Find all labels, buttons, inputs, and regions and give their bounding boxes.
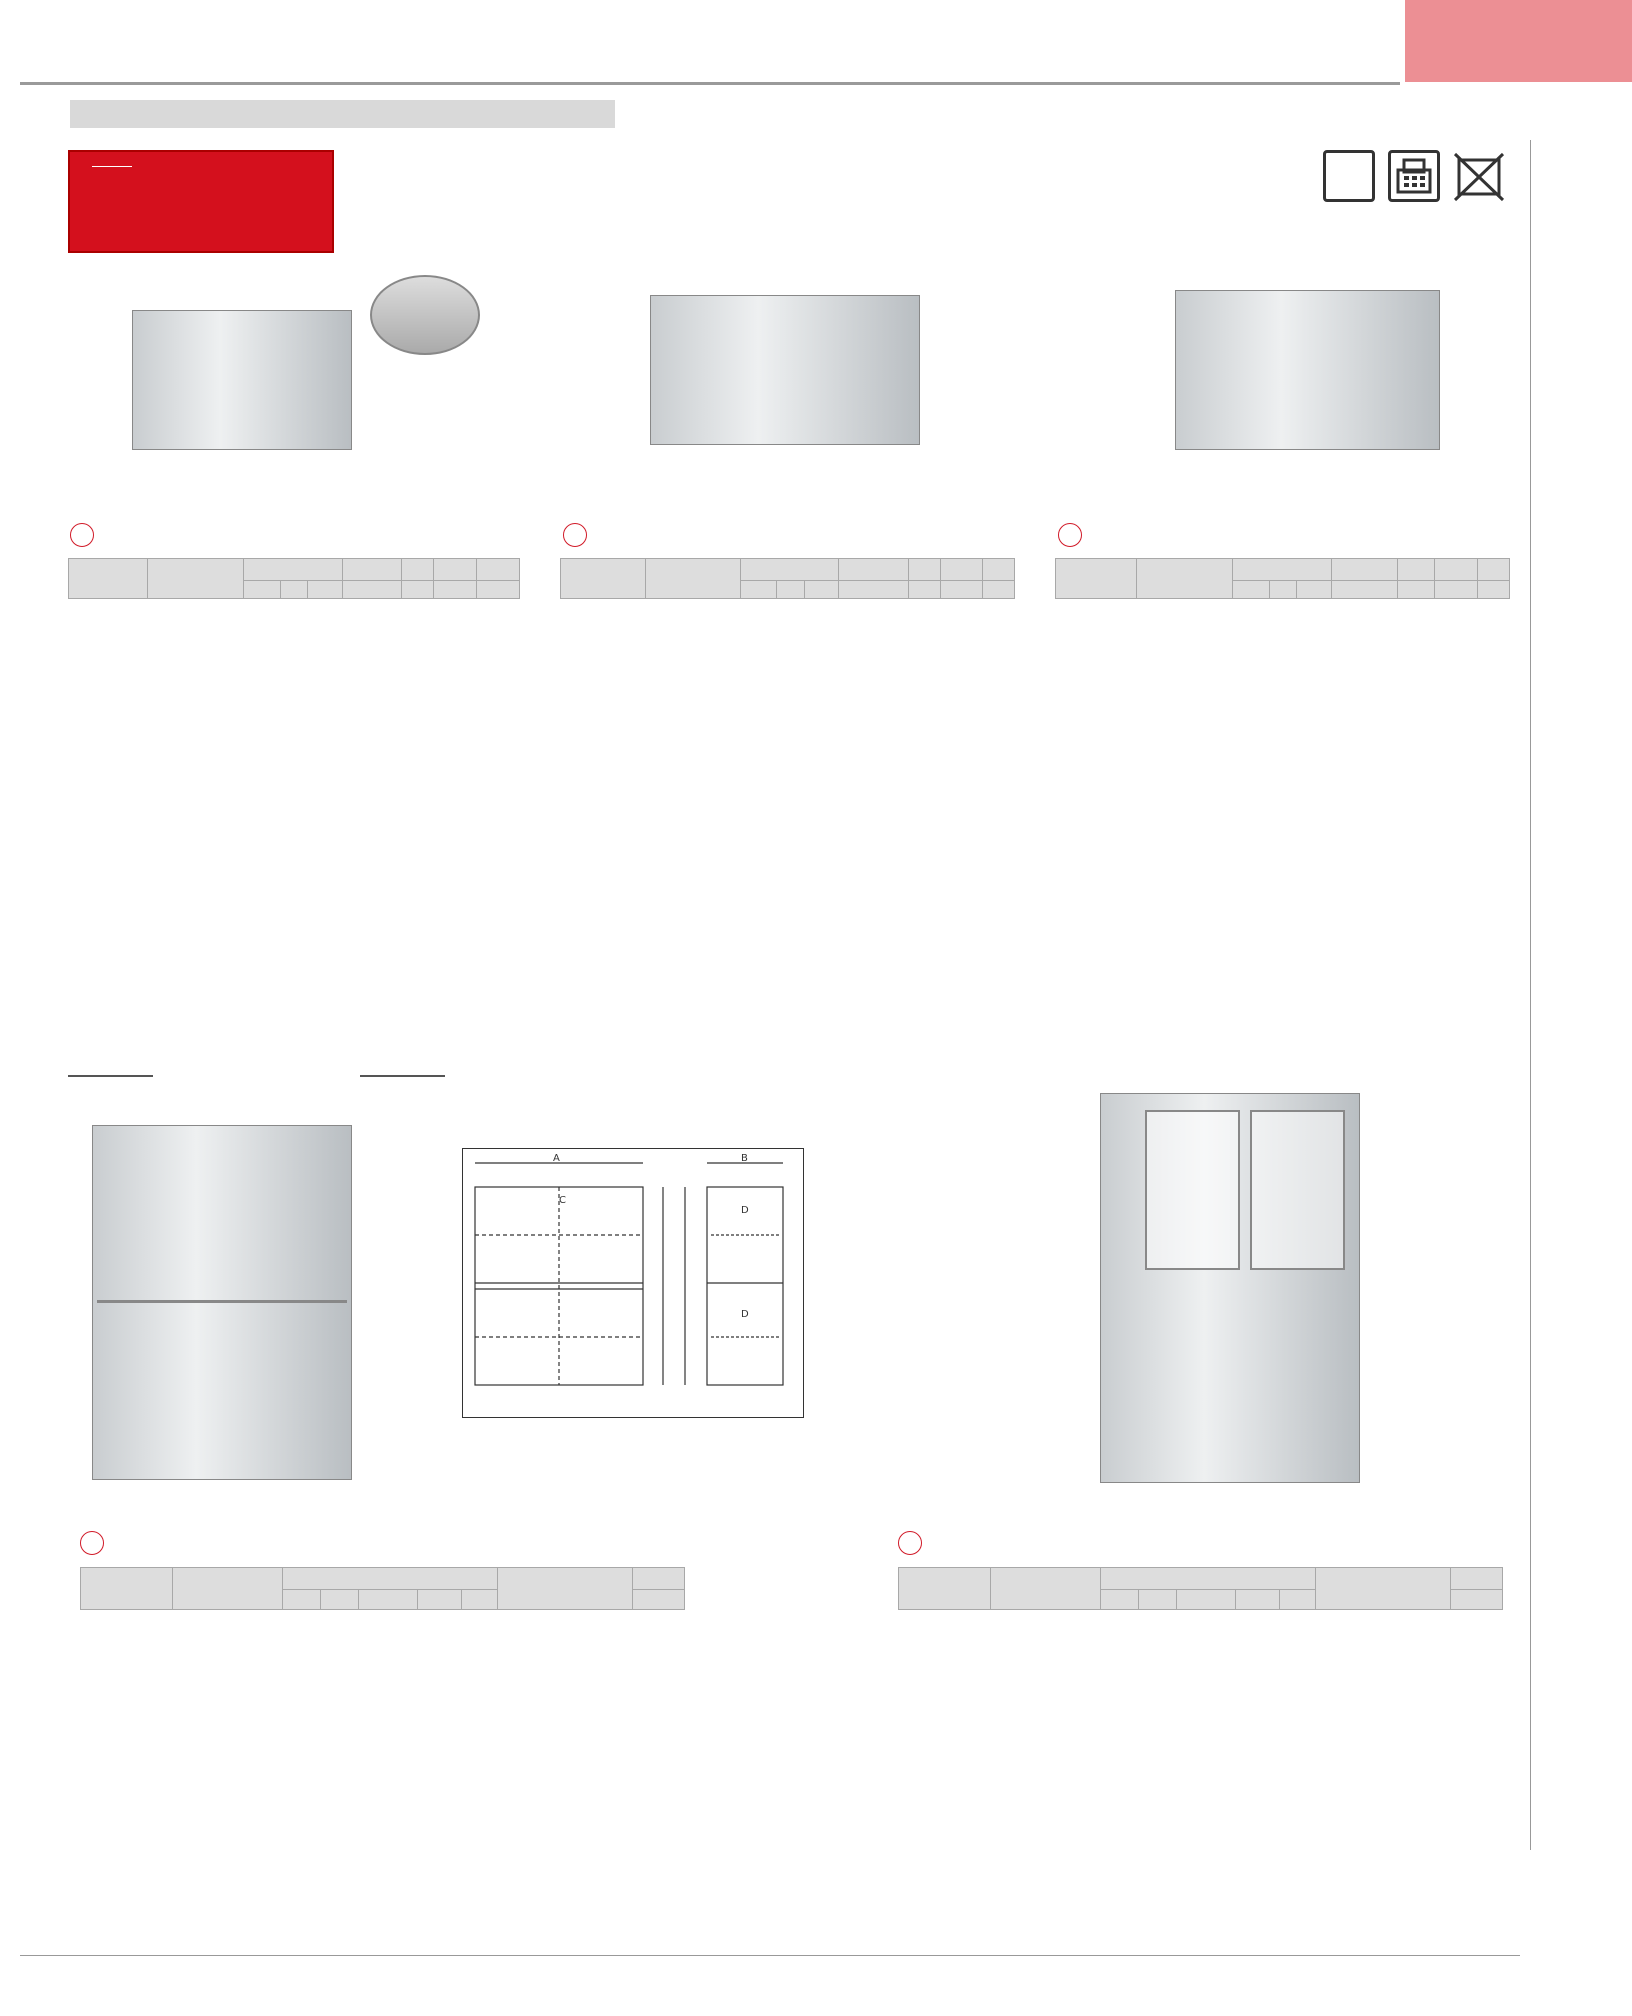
col-d (1280, 1590, 1316, 1610)
cabinet-split-line (97, 1300, 347, 1303)
col-depth (777, 581, 805, 599)
col-height (1176, 1590, 1236, 1610)
col-b (320, 1590, 358, 1610)
col-kg (477, 581, 520, 599)
table3-number (1058, 523, 1082, 547)
col-size (838, 581, 908, 599)
col-code (645, 559, 740, 599)
table1-number (70, 523, 94, 547)
col-dims (741, 559, 839, 581)
col-count (1397, 581, 1434, 599)
col-kg (1477, 581, 1509, 599)
header-rule (20, 82, 1400, 85)
table1-title (70, 522, 97, 547)
col-sunoko (402, 559, 434, 581)
col-height (804, 581, 838, 599)
col-code (148, 559, 244, 599)
svg-text:B: B (741, 1153, 748, 1164)
col-sink2 (1435, 559, 1478, 581)
sink-photo-3 (1175, 290, 1440, 450)
sink-detail-photo (370, 275, 480, 355)
page-tab (1405, 0, 1632, 82)
col-width (1233, 581, 1269, 599)
col-type (1316, 1568, 1451, 1610)
col-dims (1233, 559, 1331, 581)
cleanup-brand-box (68, 150, 334, 253)
cabinet-table-stainless (80, 1567, 685, 1610)
sink-table-2 (560, 558, 1015, 599)
sink-table-3 (1055, 558, 1510, 599)
col-a (282, 1590, 320, 1610)
col-weight (1477, 559, 1509, 581)
col-a (1100, 1590, 1138, 1610)
col-type (498, 1568, 633, 1610)
col-sink (838, 559, 908, 581)
col-height (358, 1590, 418, 1610)
col-count (402, 581, 434, 599)
cabinet-table-glass (898, 1567, 1503, 1610)
brand-slogan (88, 158, 132, 174)
col-sink (1331, 559, 1397, 581)
col-b (1138, 1590, 1176, 1610)
table4-title (80, 1530, 107, 1555)
table5-number (898, 1531, 922, 1555)
col-weight (477, 559, 520, 581)
col-size (342, 581, 402, 599)
col-model (899, 1568, 991, 1610)
col-depth (280, 581, 308, 599)
col-width (741, 581, 777, 599)
divider-left (68, 1075, 153, 1077)
table3-title (1058, 522, 1085, 547)
col-sunoko (908, 559, 940, 581)
col-code (990, 1568, 1100, 1610)
direct-ship-icon (1323, 150, 1375, 202)
svg-text:C: C (559, 1195, 566, 1206)
col-kg (1451, 1590, 1503, 1610)
table2-title (563, 522, 590, 547)
divider-right (360, 1075, 445, 1077)
col-weight (983, 559, 1015, 581)
col-height (308, 581, 342, 599)
cabinet-drawing (462, 1148, 804, 1418)
category-sidebar (1530, 140, 1632, 1850)
table5-title (898, 1530, 925, 1555)
sink-table-1 (68, 558, 520, 599)
col-height (1297, 581, 1331, 599)
col-code (1137, 559, 1233, 599)
col-sink (342, 559, 402, 581)
col-sinkdepth (1435, 581, 1478, 599)
col-c (1236, 1590, 1280, 1610)
col-kg (983, 581, 1015, 599)
col-model (69, 559, 148, 599)
col-model (81, 1568, 173, 1610)
svg-text:D: D (741, 1309, 749, 1320)
col-count (908, 581, 940, 599)
col-sink2 (434, 559, 477, 581)
col-weight (633, 1568, 685, 1590)
glass-door-left (1145, 1110, 1240, 1270)
col-kg (633, 1590, 685, 1610)
svg-text:A: A (553, 1153, 560, 1164)
col-sunoko (1397, 559, 1434, 581)
order-notice (70, 100, 615, 128)
glass-door-right (1250, 1110, 1345, 1270)
col-model (1056, 559, 1137, 599)
no-return-icon (1453, 150, 1505, 202)
fax-icon (1388, 150, 1440, 202)
col-width (244, 581, 280, 599)
table2-number (563, 523, 587, 547)
col-code (172, 1568, 282, 1610)
col-size (1331, 581, 1397, 599)
col-c (418, 1590, 462, 1610)
col-d (462, 1590, 498, 1610)
sink-photo-1 (132, 310, 352, 450)
sink-photo-2 (650, 295, 920, 445)
footer-rule (20, 1955, 1520, 1956)
svg-text:D: D (741, 1205, 749, 1216)
table4-number (80, 1531, 104, 1555)
col-model (561, 559, 646, 599)
col-dims (282, 1568, 498, 1590)
col-sinkdepth (940, 581, 982, 599)
col-dims (244, 559, 342, 581)
col-dims (1100, 1568, 1316, 1590)
col-sink2 (940, 559, 982, 581)
col-depth (1269, 581, 1297, 599)
col-sinkdepth (434, 581, 477, 599)
col-weight (1451, 1568, 1503, 1590)
